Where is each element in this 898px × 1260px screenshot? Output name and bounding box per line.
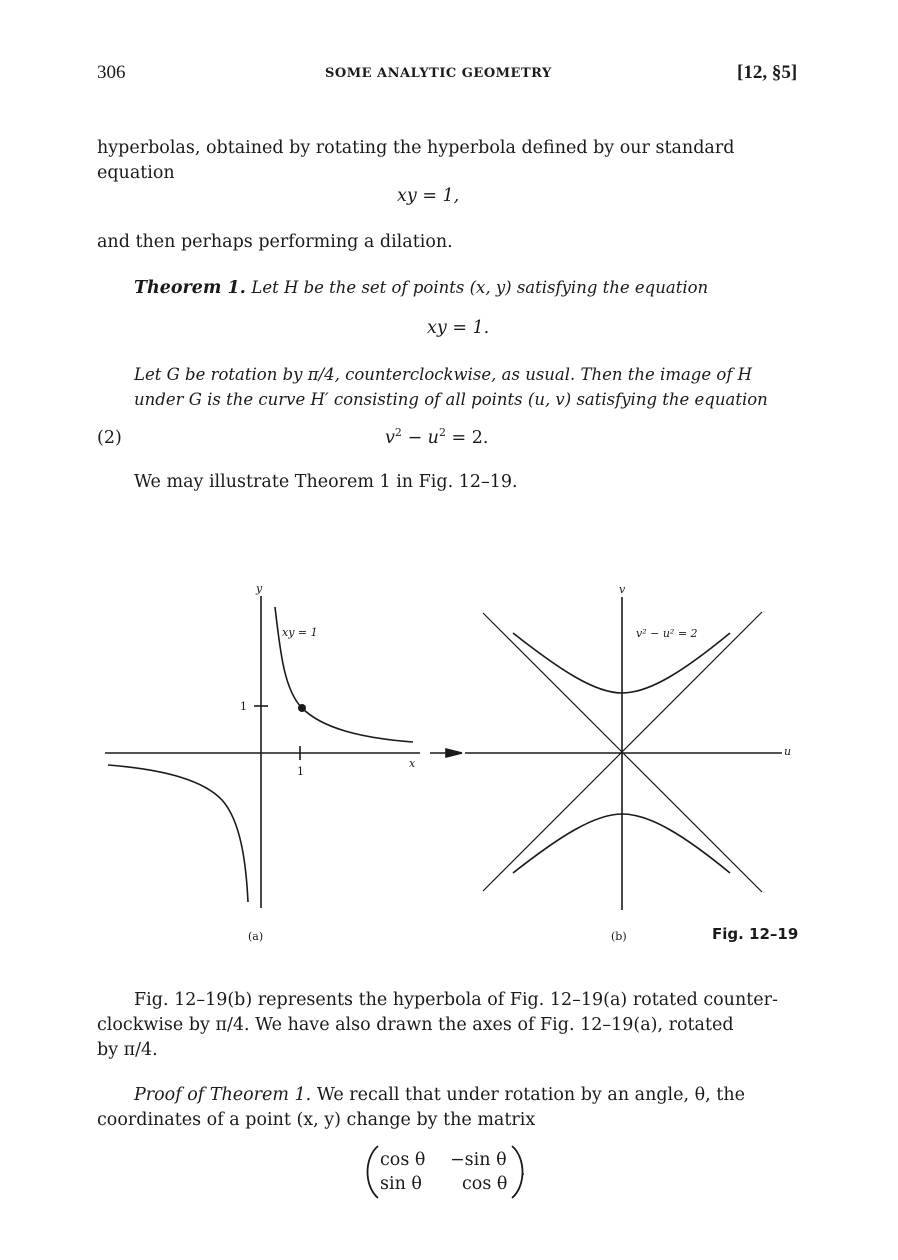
matrix-m21: sin θ	[380, 1174, 422, 1194]
theorem-label: Theorem 1.	[134, 278, 246, 298]
left-y-label: y	[256, 582, 263, 595]
running-title: SOME ANALYTIC GEOMETRY	[325, 66, 552, 81]
right-sub-caption: (b)	[611, 930, 627, 943]
eq2-minus-u: − u	[401, 427, 439, 448]
equation-xy-1: xy = 1,	[397, 186, 460, 206]
right-curve-label: v² − u² = 2	[636, 627, 698, 640]
left-tick-y-label: 1	[240, 700, 247, 713]
matrix-m12: −sin θ	[450, 1150, 507, 1170]
theorem-text-2: Let G be rotation by π/4, counterclockwise, as usual. Then the image of H	[134, 365, 753, 384]
proof-line-2: coordinates of a point (x, y) change by the matrix	[97, 1110, 536, 1130]
eq2-sup-1: 2	[394, 426, 402, 439]
left-tick-x-label: 1	[297, 765, 304, 778]
left-curve-label: xy = 1	[282, 626, 318, 639]
illustrate-line: We may illustrate Theorem 1 in Fig. 12–19.	[134, 472, 518, 492]
proof-text-1: We recall that under rotation by an angle, θ, the	[311, 1085, 745, 1105]
intro-line-2: equation	[97, 163, 175, 183]
after-line-2: clockwise by π/4. We have also drawn the axes of Fig. 12–19(a), rotated	[97, 1015, 734, 1035]
eq2-v: v	[385, 427, 395, 448]
matrix-m22: cos θ	[462, 1174, 508, 1194]
right-u-label: u	[784, 745, 792, 758]
right-v-label: v	[619, 583, 626, 596]
left-sub-caption: (a)	[248, 930, 264, 943]
after-line-1: Fig. 12–19(b) represents the hyperbola of Fig. 12–19(a) rotated counter-	[134, 990, 778, 1010]
figure-caption: Fig. 12–19	[712, 925, 799, 943]
eq2-rest: = 2.	[445, 427, 489, 448]
theorem-text-3: under G is the curve H′ consisting of all points (u, v) satisfying the equation	[134, 390, 768, 409]
theorem-text-1: Let H be the set of points (x, y) satisfying the equation	[251, 278, 709, 297]
equation-number: (2)	[97, 428, 122, 448]
theorem-equation-1: xy = 1.	[427, 318, 490, 338]
page-number: 306	[97, 62, 126, 83]
after-line-3: by π/4.	[97, 1040, 158, 1060]
matrix-m11: cos θ	[380, 1150, 426, 1170]
intro-line-3: and then perhaps performing a dilation.	[97, 232, 453, 252]
intro-line-1: hyperbolas, obtained by rotating the hyperbola defined by our standard	[97, 138, 735, 158]
matrix-period: .	[520, 1160, 526, 1180]
matrix-left-paren	[368, 1146, 379, 1198]
eq2-sup-2: 2	[438, 426, 446, 439]
left-x-label: x	[409, 757, 416, 770]
proof-label: Proof of Theorem 1.	[134, 1085, 312, 1105]
section-ref: [12, §5]	[737, 62, 798, 83]
